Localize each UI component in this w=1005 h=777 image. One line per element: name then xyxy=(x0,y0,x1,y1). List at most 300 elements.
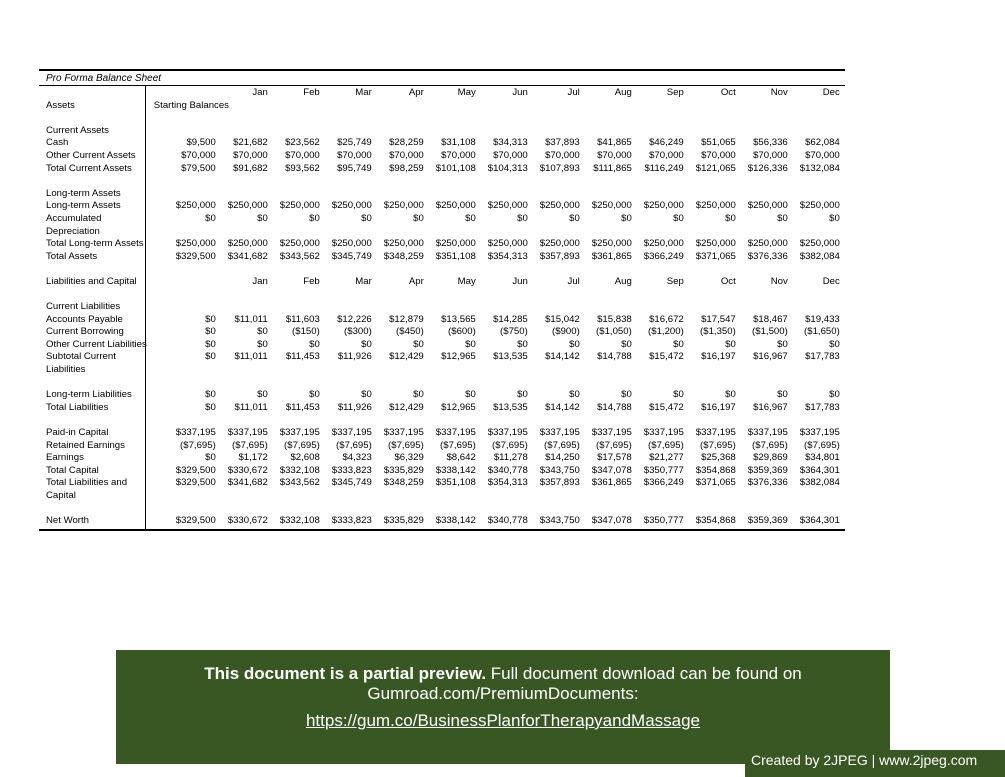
row-value: $0 xyxy=(205,338,216,350)
table-row xyxy=(39,188,847,201)
row-label: Long-term Liabilities xyxy=(46,389,132,401)
header-spacer xyxy=(743,100,795,113)
row-value: $37,893 xyxy=(545,137,580,149)
row-value xyxy=(535,226,587,239)
row-value xyxy=(743,490,795,503)
row-value: $25,749 xyxy=(337,137,372,149)
row-value: $343,562 xyxy=(279,250,320,262)
row-value: $335,829 xyxy=(383,464,424,476)
row-value xyxy=(431,188,483,201)
banner-text-1: Full document download can be found on xyxy=(486,664,802,683)
row-label: Current Borrowing xyxy=(46,326,124,338)
row-value: $347,078 xyxy=(591,464,632,476)
row-value: $16,197 xyxy=(701,401,736,413)
header-spacer xyxy=(535,100,587,113)
row-value xyxy=(639,226,691,239)
row-value: $337,195 xyxy=(591,427,632,439)
row-value: $13,535 xyxy=(493,351,528,363)
row-value xyxy=(691,226,743,239)
banner-bold-text: This document is a partial preview. xyxy=(204,664,487,683)
row-value: $338,142 xyxy=(435,464,476,476)
row-value: $337,195 xyxy=(227,427,268,439)
row-value xyxy=(147,301,223,314)
row-value: $337,195 xyxy=(331,427,372,439)
row-value: $70,000 xyxy=(545,149,580,161)
blank-cell xyxy=(39,263,847,276)
row-value: $0 xyxy=(725,212,736,224)
row-value: $16,967 xyxy=(753,401,788,413)
row-value xyxy=(535,125,587,138)
row-value xyxy=(327,188,379,201)
row-value xyxy=(483,125,535,138)
row-value: $250,000 xyxy=(643,200,684,212)
row-value: $11,011 xyxy=(234,313,268,325)
month-header: Jan xyxy=(252,87,268,98)
month-header: Sep xyxy=(666,87,684,98)
row-value: $8,642 xyxy=(446,452,476,464)
table-row xyxy=(39,226,847,239)
row-value: $126,336 xyxy=(747,162,788,174)
row-value: ($7,695) xyxy=(752,439,788,451)
row-value: $14,142 xyxy=(545,351,580,363)
table-row xyxy=(39,389,847,402)
row-value xyxy=(535,301,587,314)
row-value: $21,682 xyxy=(233,137,268,149)
row-value: $366,249 xyxy=(643,477,684,489)
row-value xyxy=(587,226,639,239)
row-label: Liabilities xyxy=(46,364,86,376)
row-value xyxy=(691,188,743,201)
row-value: $12,965 xyxy=(441,351,476,363)
month-header: Aug xyxy=(614,87,632,98)
header-spacer xyxy=(795,100,847,113)
row-value: $0 xyxy=(309,338,320,350)
row-value: ($7,695) xyxy=(648,439,684,451)
table-row xyxy=(39,314,847,327)
table-row xyxy=(39,477,847,490)
row-label: Current Assets xyxy=(46,124,109,136)
row-value: $111,865 xyxy=(593,162,632,174)
row-value xyxy=(223,490,275,503)
row-value: $371,065 xyxy=(695,477,736,489)
row-value: $250,000 xyxy=(331,200,372,212)
table-row xyxy=(39,339,847,352)
row-value: ($1,500) xyxy=(752,326,788,338)
row-value: $11,453 xyxy=(285,401,320,413)
row-value: $21,277 xyxy=(649,452,684,464)
row-value: $250,000 xyxy=(539,200,580,212)
row-value xyxy=(587,188,639,201)
row-value: $0 xyxy=(205,326,216,338)
row-label: Accounts Payable xyxy=(46,313,123,325)
row-value: $14,285 xyxy=(493,313,528,325)
row-value: $250,000 xyxy=(747,200,788,212)
row-value: $357,893 xyxy=(539,250,580,262)
row-value: $351,108 xyxy=(435,477,476,489)
month-header: Dec xyxy=(822,87,840,98)
row-value: $0 xyxy=(205,212,216,224)
row-value: $12,226 xyxy=(337,313,372,325)
row-value: $250,000 xyxy=(227,200,268,212)
blank-row xyxy=(39,289,847,302)
row-value xyxy=(431,301,483,314)
row-value xyxy=(743,226,795,239)
row-value xyxy=(431,364,483,377)
banner-line-1 xyxy=(116,664,890,684)
header-spacer xyxy=(587,100,639,113)
row-value: $0 xyxy=(569,212,580,224)
row-label: Subtotal Current xyxy=(46,351,116,363)
row-value xyxy=(535,364,587,377)
blank-row xyxy=(39,175,847,188)
row-label: Cash xyxy=(46,137,69,149)
row-value: ($7,695) xyxy=(336,439,372,451)
header-spacer xyxy=(691,100,743,113)
header-spacer xyxy=(147,276,223,289)
assets-header: Assets xyxy=(46,99,75,111)
table-row xyxy=(39,137,847,150)
row-value xyxy=(483,226,535,239)
row-value xyxy=(327,301,379,314)
row-value: $250,000 xyxy=(799,238,840,250)
row-value xyxy=(795,226,847,239)
row-value: $337,195 xyxy=(435,427,476,439)
row-value: $376,336 xyxy=(747,250,788,262)
row-value: $345,749 xyxy=(331,250,372,262)
row-value xyxy=(223,301,275,314)
row-value: $14,788 xyxy=(597,351,632,363)
row-value: $376,336 xyxy=(747,477,788,489)
row-label: Total Long-term Assets xyxy=(46,238,144,250)
row-value: $250,000 xyxy=(435,238,476,250)
row-value: $70,000 xyxy=(493,149,528,161)
row-value: $4,323 xyxy=(342,452,372,464)
row-value xyxy=(275,125,327,138)
row-value: $14,788 xyxy=(597,401,632,413)
row-value: $250,000 xyxy=(383,238,424,250)
month-header: Jun xyxy=(512,87,528,98)
row-label: Total Current Assets xyxy=(46,162,132,174)
blank-row xyxy=(39,503,847,516)
row-value xyxy=(535,188,587,201)
row-value: $121,065 xyxy=(695,162,736,174)
row-value: $0 xyxy=(673,338,684,350)
row-value: $34,801 xyxy=(805,452,840,464)
row-value: $0 xyxy=(413,389,424,401)
row-value: $371,065 xyxy=(695,250,736,262)
row-value: $337,195 xyxy=(175,427,216,439)
row-value: $354,313 xyxy=(487,477,528,489)
row-value xyxy=(327,226,379,239)
row-value: $0 xyxy=(829,212,840,224)
row-value: $337,195 xyxy=(383,427,424,439)
row-value: ($7,695) xyxy=(596,439,632,451)
row-value: ($150) xyxy=(292,326,320,338)
row-value: $13,565 xyxy=(441,313,476,325)
row-value: $95,749 xyxy=(337,162,372,174)
blank-cell xyxy=(39,175,847,188)
table-row xyxy=(39,351,847,364)
row-value xyxy=(379,226,431,239)
liabilities-header-row xyxy=(39,276,847,289)
row-value: $0 xyxy=(517,212,528,224)
row-value: $366,249 xyxy=(643,250,684,262)
row-value: $330,672 xyxy=(227,464,268,476)
row-value: $12,429 xyxy=(389,401,424,413)
row-value: $116,249 xyxy=(644,162,684,174)
table-row xyxy=(39,440,847,453)
blank-row xyxy=(39,414,847,427)
row-value xyxy=(795,125,847,138)
row-value xyxy=(639,188,691,201)
row-value: $70,000 xyxy=(337,149,372,161)
row-value: $345,749 xyxy=(331,477,372,489)
row-value: $0 xyxy=(777,389,788,401)
row-value xyxy=(587,490,639,503)
row-value xyxy=(795,301,847,314)
row-label: Long-term Assets xyxy=(46,200,121,212)
row-value: $0 xyxy=(465,389,476,401)
row-value: $17,578 xyxy=(597,452,632,464)
row-value: $250,000 xyxy=(487,238,528,250)
row-value: $0 xyxy=(725,389,736,401)
table-row xyxy=(39,200,847,213)
row-value xyxy=(691,125,743,138)
month-header: Dec xyxy=(822,275,840,287)
row-value xyxy=(483,188,535,201)
row-value: $250,000 xyxy=(175,238,216,250)
row-value: ($750) xyxy=(500,326,528,338)
row-value: $340,778 xyxy=(487,515,528,527)
blank-cell xyxy=(39,503,847,516)
row-value: $15,472 xyxy=(649,401,684,413)
row-value: $340,778 xyxy=(487,464,528,476)
row-value: $250,000 xyxy=(279,200,320,212)
row-value: $0 xyxy=(361,389,372,401)
row-value xyxy=(275,490,327,503)
row-label: Net Worth xyxy=(46,515,90,527)
row-value xyxy=(483,490,535,503)
row-value xyxy=(587,301,639,314)
header-spacer xyxy=(147,87,223,100)
row-value xyxy=(743,364,795,377)
row-value: $0 xyxy=(309,389,320,401)
row-value: $46,249 xyxy=(649,137,684,149)
row-value: $0 xyxy=(777,338,788,350)
row-value: $56,336 xyxy=(753,137,788,149)
row-value xyxy=(431,125,483,138)
month-header: Oct xyxy=(720,275,736,287)
row-value: $250,000 xyxy=(279,238,320,250)
row-value: $0 xyxy=(829,389,840,401)
row-value: $350,777 xyxy=(643,515,684,527)
row-value xyxy=(587,125,639,138)
row-value: $2,608 xyxy=(290,452,320,464)
row-value xyxy=(327,364,379,377)
row-value xyxy=(795,364,847,377)
row-value: $28,259 xyxy=(389,137,424,149)
row-value: $12,879 xyxy=(389,313,424,325)
row-value: $343,750 xyxy=(539,464,580,476)
row-value: $15,042 xyxy=(545,313,580,325)
row-label: Paid-in Capital xyxy=(46,427,109,439)
row-value: $361,865 xyxy=(591,477,632,489)
header-spacer xyxy=(275,100,327,113)
row-value: $0 xyxy=(257,338,268,350)
row-value: $341,682 xyxy=(227,250,268,262)
row-value: $0 xyxy=(517,389,528,401)
title-rule xyxy=(39,85,845,86)
row-value: ($1,200) xyxy=(648,326,684,338)
row-value xyxy=(379,301,431,314)
row-label: Other Current Assets xyxy=(46,149,136,161)
row-value: $0 xyxy=(205,389,216,401)
row-value: $0 xyxy=(673,389,684,401)
row-value xyxy=(147,188,223,201)
row-value xyxy=(691,490,743,503)
row-value: $14,250 xyxy=(545,452,580,464)
row-value: $70,000 xyxy=(649,149,684,161)
row-value xyxy=(795,490,847,503)
row-value xyxy=(795,188,847,201)
table-row xyxy=(39,125,847,138)
row-value: $1,172 xyxy=(238,452,268,464)
table-row xyxy=(39,402,847,415)
row-value xyxy=(147,364,223,377)
row-value xyxy=(379,188,431,201)
row-value: $0 xyxy=(569,338,580,350)
row-value: $0 xyxy=(205,313,216,325)
row-value: $70,000 xyxy=(233,149,268,161)
row-value: $330,672 xyxy=(227,515,268,527)
row-value: $0 xyxy=(621,389,632,401)
row-value: $0 xyxy=(465,212,476,224)
row-value: ($7,695) xyxy=(700,439,736,451)
row-value: $0 xyxy=(309,212,320,224)
row-value: $359,369 xyxy=(747,515,788,527)
header-spacer xyxy=(327,100,379,113)
row-value: $250,000 xyxy=(227,238,268,250)
row-value: $14,142 xyxy=(545,401,580,413)
header-spacer xyxy=(639,100,691,113)
row-value: $364,301 xyxy=(799,464,840,476)
row-value: $332,108 xyxy=(279,515,320,527)
row-value xyxy=(379,364,431,377)
row-value xyxy=(483,364,535,377)
row-value: $0 xyxy=(673,212,684,224)
row-value: ($7,695) xyxy=(388,439,424,451)
row-value xyxy=(691,301,743,314)
row-value: $9,500 xyxy=(186,137,216,149)
row-value: ($7,695) xyxy=(440,439,476,451)
row-value xyxy=(327,125,379,138)
row-value: $11,011 xyxy=(234,401,268,413)
row-value xyxy=(223,125,275,138)
row-value: $13,535 xyxy=(493,401,528,413)
row-value: ($7,695) xyxy=(492,439,528,451)
row-value: $351,108 xyxy=(435,250,476,262)
row-value: $250,000 xyxy=(643,238,684,250)
row-value xyxy=(535,490,587,503)
table-row xyxy=(39,251,847,264)
table-row xyxy=(39,465,847,478)
row-value: ($7,695) xyxy=(232,439,268,451)
row-value: $0 xyxy=(829,338,840,350)
row-value: $107,893 xyxy=(539,162,580,174)
row-value: $11,926 xyxy=(337,401,372,413)
row-value: $12,965 xyxy=(441,401,476,413)
sheet-title: Pro Forma Balance Sheet xyxy=(46,73,162,84)
download-link[interactable]: https://gum.co/BusinessPlanforTherapyandMassage xyxy=(305,711,701,730)
month-header: Feb xyxy=(303,275,320,287)
row-value xyxy=(147,125,223,138)
row-value: $70,000 xyxy=(389,149,424,161)
row-value: $354,313 xyxy=(487,250,528,262)
row-value: $70,000 xyxy=(701,149,736,161)
row-value: $250,000 xyxy=(487,200,528,212)
row-value: $0 xyxy=(257,212,268,224)
row-value xyxy=(223,188,275,201)
row-value: $343,750 xyxy=(539,515,580,527)
row-value xyxy=(743,301,795,314)
row-value: ($7,695) xyxy=(804,439,840,451)
row-value: $333,823 xyxy=(331,515,372,527)
header-spacer xyxy=(483,100,535,113)
row-value: $70,000 xyxy=(753,149,788,161)
row-value xyxy=(639,125,691,138)
row-value: $337,195 xyxy=(747,427,788,439)
month-header: Nov xyxy=(770,275,788,287)
row-label: Retained Earnings xyxy=(46,439,125,451)
blank-row xyxy=(39,112,847,125)
table-row xyxy=(39,150,847,163)
row-value: $250,000 xyxy=(591,238,632,250)
row-label: Current Liabilities xyxy=(46,301,121,313)
table-row xyxy=(39,213,847,226)
row-value: $19,433 xyxy=(805,313,840,325)
table-row xyxy=(39,364,847,377)
row-value: $11,926 xyxy=(337,351,372,363)
row-value xyxy=(275,301,327,314)
row-value: $361,865 xyxy=(591,250,632,262)
row-value: $250,000 xyxy=(435,200,476,212)
row-value: $104,313 xyxy=(487,162,528,174)
row-label: Total Liabilities xyxy=(46,401,109,413)
sheet-top-rule xyxy=(39,69,845,71)
row-value: $51,065 xyxy=(701,137,736,149)
row-value: $337,195 xyxy=(799,427,840,439)
row-value: $364,301 xyxy=(799,515,840,527)
row-value: $329,500 xyxy=(175,477,216,489)
row-value: $250,000 xyxy=(747,238,788,250)
banner-line-2: Gumroad.com/PremiumDocuments: xyxy=(367,684,639,703)
month-header: Jul xyxy=(567,275,580,287)
row-value xyxy=(223,364,275,377)
row-value: $0 xyxy=(621,212,632,224)
row-value: $359,369 xyxy=(747,464,788,476)
row-value: $343,562 xyxy=(279,477,320,489)
row-value: $0 xyxy=(257,326,268,338)
month-header: May xyxy=(457,87,476,98)
row-value: $250,000 xyxy=(695,200,736,212)
row-label: Total Capital xyxy=(46,464,99,476)
row-value: $382,084 xyxy=(799,477,840,489)
row-value: $250,000 xyxy=(331,238,372,250)
row-value: $41,865 xyxy=(597,137,632,149)
row-value: $332,108 xyxy=(279,464,320,476)
table-row xyxy=(39,326,847,339)
row-value: $11,011 xyxy=(234,351,268,363)
